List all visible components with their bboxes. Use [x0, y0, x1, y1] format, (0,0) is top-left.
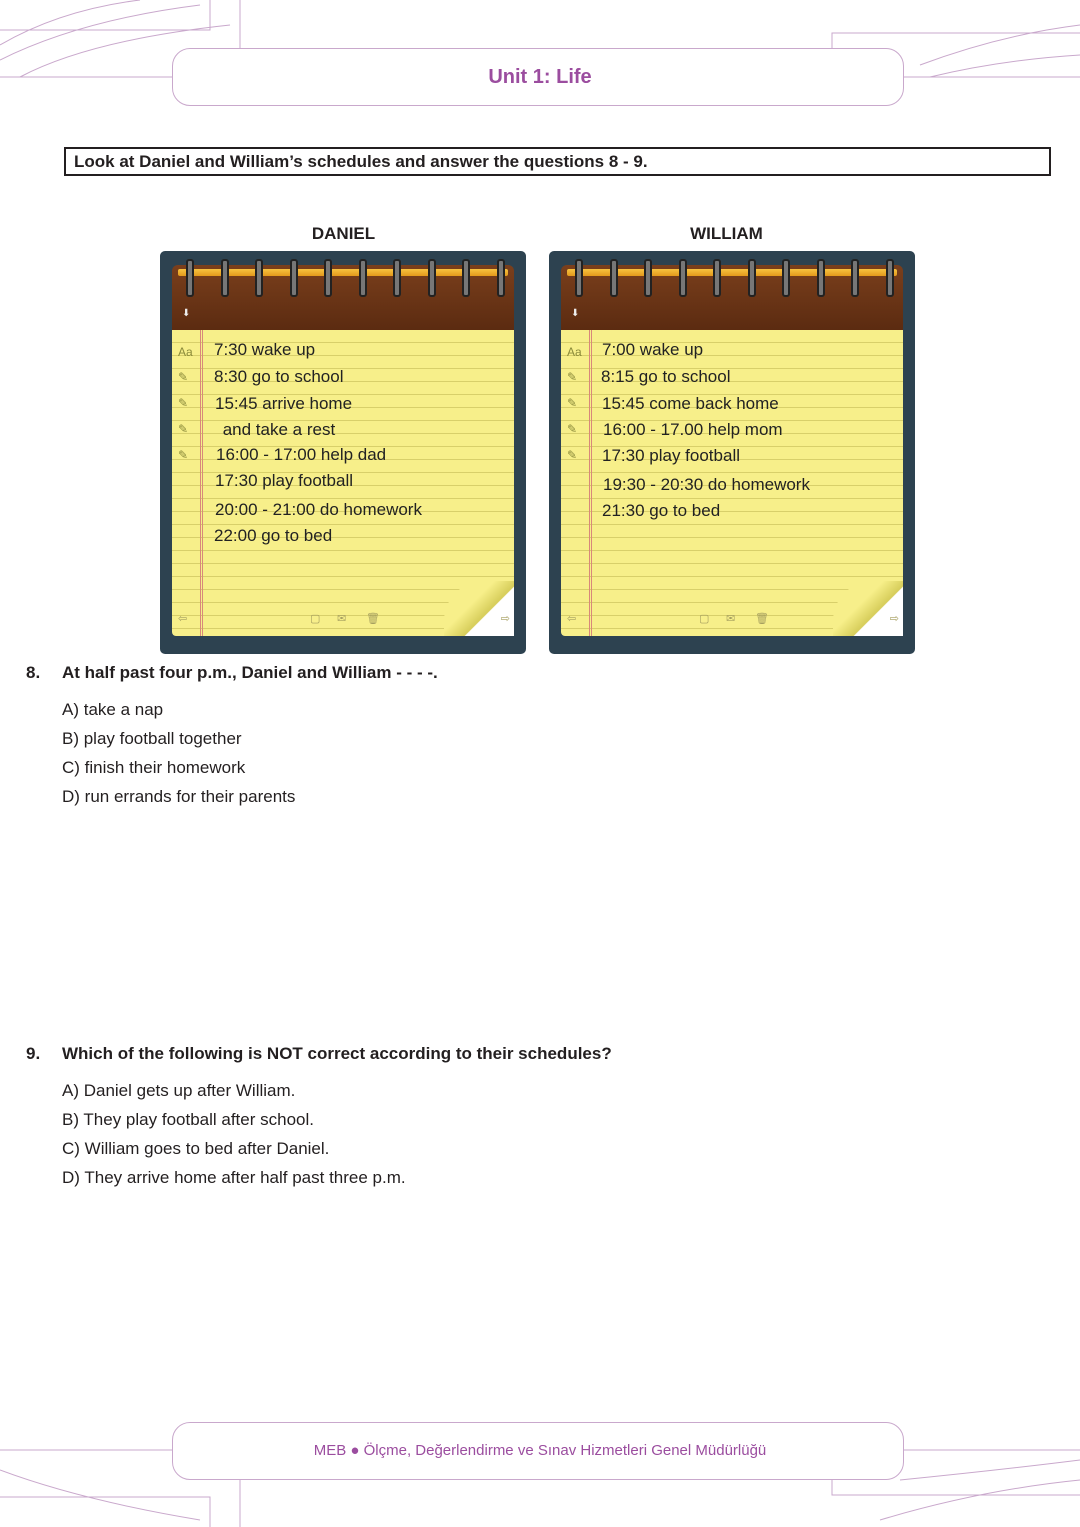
spiral-ring — [713, 259, 721, 297]
font-icon: Aa — [567, 345, 582, 359]
question-8 — [26, 663, 438, 683]
schedule-entry: 8:15 go to school — [601, 367, 731, 386]
schedule-entry: 7:30 wake up — [214, 340, 316, 359]
mail-icon[interactable]: ✉ — [337, 613, 347, 625]
william-label: WILLIAM — [690, 224, 763, 243]
schedule-entry: 8:30 go to school — [214, 367, 344, 386]
spiral-ring — [782, 259, 790, 297]
page-curl — [444, 581, 514, 636]
question-text: At half past four p.m., Daniel and William - - - -. — [62, 663, 438, 682]
instruction-box: Look at Daniel and William’s schedules and answer the questions 8 - 9. — [64, 147, 1051, 176]
schedule-entry: 17:30 play football — [215, 471, 353, 490]
notebook-paper — [561, 330, 903, 636]
schedule-entry: 7:00 wake up — [602, 340, 704, 359]
download-icon: ⬇ — [182, 308, 191, 319]
download-icon: ⬇ — [571, 308, 580, 319]
pen-icon: ✎ — [178, 422, 189, 436]
forward-arrow-icon[interactable]: ⇨ — [500, 613, 510, 625]
spiral-ring — [851, 259, 859, 297]
schedule-entry: 19:30 - 20:30 do homework — [603, 475, 810, 494]
spiral-ring — [359, 259, 367, 297]
spiral-ring — [462, 259, 470, 297]
option-b: B) They play football after school. — [62, 1110, 314, 1129]
question-9 — [26, 1044, 612, 1064]
margin-line — [589, 330, 592, 636]
schedule-entry: 16:00 - 17:00 help dad — [216, 445, 387, 464]
schedule-entry: 15:45 come back home — [602, 394, 779, 413]
forward-arrow-icon[interactable]: ⇨ — [889, 613, 899, 625]
option-a: A) Daniel gets up after William. — [62, 1081, 296, 1100]
page-curl — [833, 581, 903, 636]
schedule-entry: 21:30 go to bed — [602, 501, 721, 520]
question-number: 8. — [26, 663, 41, 682]
note-icon[interactable]: ▢ — [310, 613, 321, 625]
schedule-entry: 16:00 - 17.00 help mom — [603, 420, 783, 439]
schedule-entry: and take a rest — [218, 420, 336, 439]
spiral-ring — [186, 259, 194, 297]
schedule-entry: 15:45 arrive home — [215, 394, 353, 413]
daniel-label: DANIEL — [311, 224, 376, 243]
spiral-ring — [290, 259, 298, 297]
spiral-ring — [610, 259, 618, 297]
pen-icon: ✎ — [567, 448, 578, 462]
schedule-entry: 20:00 - 21:00 do homework — [215, 500, 422, 519]
spiral-ring — [255, 259, 263, 297]
pen-icon: ✎ — [178, 396, 189, 410]
spiral-ring — [575, 259, 583, 297]
trash-icon[interactable]: 🗑 — [755, 613, 769, 625]
pen-icon: ✎ — [178, 370, 189, 384]
back-arrow-icon[interactable]: ⇦ — [178, 613, 188, 625]
daniel-notebook — [160, 251, 526, 654]
notebook-paper — [172, 330, 514, 636]
unit-title: Unit 1: Life — [488, 66, 592, 88]
pen-icon: ✎ — [567, 422, 578, 436]
question-text: Which of the following is NOT correct according to their schedules? — [62, 1044, 612, 1063]
option-d: D) run errands for their parents — [62, 787, 296, 806]
spiral-ring — [324, 259, 332, 297]
spiral-ring — [644, 259, 652, 297]
option-c: C) finish their homework — [62, 758, 246, 777]
footer-text: MEB ● Ölçme, Değerlendirme ve Sınav Hizmetleri Genel Müdürlüğü — [313, 1442, 767, 1459]
option-d: D) They arrive home after half past three p.m. — [62, 1168, 406, 1187]
spiral-ring — [886, 259, 894, 297]
option-c: C) William goes to bed after Daniel. — [62, 1139, 330, 1158]
option-b: B) play football together — [62, 729, 242, 748]
mail-icon[interactable]: ✉ — [726, 613, 736, 625]
schedule-entry: 22:00 go to bed — [214, 526, 333, 545]
margin-line — [200, 330, 203, 636]
spiral-ring — [679, 259, 687, 297]
spiral-ring — [221, 259, 229, 297]
spiral-ring — [748, 259, 756, 297]
pen-icon: ✎ — [567, 370, 578, 384]
schedule-entry: 17:30 play football — [602, 446, 740, 465]
spiral-ring — [428, 259, 436, 297]
font-icon: Aa — [178, 345, 193, 359]
spiral-ring — [393, 259, 401, 297]
pen-icon: ✎ — [567, 396, 578, 410]
back-arrow-icon[interactable]: ⇦ — [567, 613, 577, 625]
question-number: 9. — [26, 1044, 41, 1063]
pen-icon: ✎ — [178, 448, 189, 462]
note-icon[interactable]: ▢ — [699, 613, 710, 625]
spiral-ring — [497, 259, 505, 297]
spiral-ring — [817, 259, 825, 297]
william-notebook — [549, 251, 915, 654]
option-a: A) take a nap — [62, 700, 164, 719]
trash-icon[interactable]: 🗑 — [366, 613, 380, 625]
